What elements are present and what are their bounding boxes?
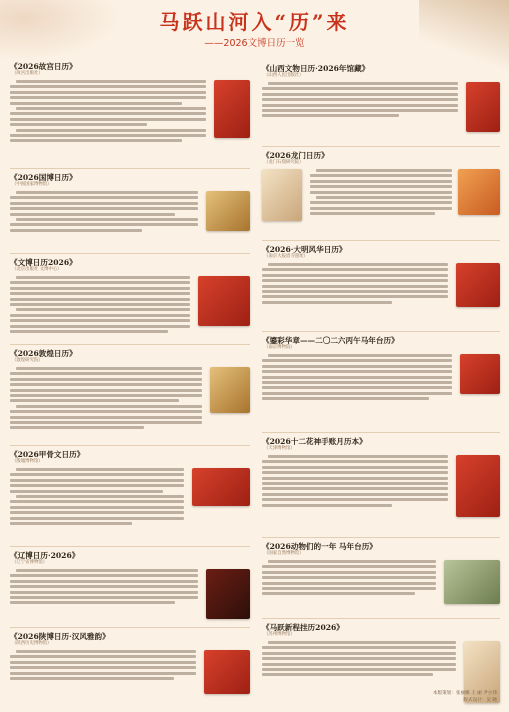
divider: [10, 546, 250, 547]
entry-publisher: （陕西历史博物馆）: [12, 641, 52, 646]
entry-wenbo: [10, 258, 250, 335]
entry-daming: [262, 245, 500, 307]
divider: [262, 432, 500, 433]
entry-body-text: [262, 641, 456, 703]
page-subtitle: [0, 38, 509, 50]
divider: [10, 627, 250, 628]
entry-publisher: （南京博物院）: [264, 345, 295, 350]
calendar-image: [204, 650, 250, 694]
divider: [262, 146, 500, 147]
calendar-image: [210, 367, 250, 413]
entry-publisher: （南京大报恩寺遗址）: [264, 254, 308, 259]
entry-body-text: [10, 191, 198, 234]
entry-body-text: [310, 169, 452, 221]
entry-body-text: [10, 276, 190, 335]
entry-body-text: [10, 367, 202, 432]
entry-name: 《辽博日历·2026》: [10, 551, 80, 560]
entry-name: 《2026动物们的一年 马年台历》: [262, 542, 377, 551]
calendar-image: [214, 80, 250, 138]
calendar-image: [206, 569, 250, 619]
entry-dunhuang: [10, 349, 250, 432]
entry-name: 《鎏彩华章——二〇二六丙午马年台历》: [262, 336, 399, 345]
entry-name: 《2026十二花神手账月历本》: [262, 437, 367, 446]
entry-name: 《2026·大明风华日历》: [262, 245, 347, 254]
entry-gugong: [10, 62, 250, 145]
credits-design: 版式设计：吴 晓: [463, 698, 497, 703]
calendar-image: [460, 354, 500, 394]
entry-publisher: （国家自然博物馆）: [264, 551, 304, 556]
calendar-image: [198, 276, 250, 326]
entry-body-text: [10, 650, 196, 694]
entry-publisher: （苏州博物馆）: [264, 632, 295, 637]
entry-huashen: [262, 437, 500, 517]
entry-publisher: （故宫出版社）: [12, 71, 43, 76]
entry-publisher: （天津博物馆）: [264, 446, 295, 451]
entry-jiaguwen: [10, 450, 250, 527]
entry-shanbo: [10, 632, 250, 694]
entry-body-text: [262, 82, 458, 132]
entry-name: 《2026陕博日历·汉风雅韵》: [10, 632, 110, 641]
entry-name: 《2026国博日历》: [10, 173, 77, 182]
calendar-image: [456, 263, 500, 307]
entry-publisher: （敦煌研究院）: [12, 358, 43, 363]
entry-publisher: （山西人民出版社）: [264, 73, 304, 78]
entry-body-text: [262, 455, 448, 517]
divider: [262, 618, 500, 619]
calendar-image: [262, 169, 302, 221]
credits: [433, 690, 497, 704]
header: [0, 10, 509, 50]
entry-body-text: [262, 263, 448, 307]
entry-publisher: （北京出版社 文博中心）: [12, 267, 62, 272]
divider: [262, 537, 500, 538]
calendar-image: [458, 169, 500, 215]
entry-body-text: [262, 560, 436, 604]
entry-name: 《山西文物日历·2026年馆藏》: [262, 64, 370, 73]
entry-name: 《2026敦煌日历》: [10, 349, 77, 358]
entry-name: 《2026龙门日历》: [262, 151, 329, 160]
entry-liaobo: [10, 551, 250, 619]
entry-name: 《2026甲骨文日历》: [10, 450, 85, 459]
divider: [10, 253, 250, 254]
entry-body-text: [10, 569, 198, 619]
entry-longmen: [262, 151, 500, 221]
divider: [262, 240, 500, 241]
entry-body-text: [10, 80, 206, 145]
subtitle-text: ——2026文博日历一览: [204, 38, 305, 49]
entry-body-text: [262, 354, 452, 403]
entry-guobo: [10, 173, 250, 234]
entry-publisher: （龙门石窟研究院）: [264, 160, 304, 165]
entry-publisher: （殷墟博物馆）: [12, 459, 43, 464]
entry-body-text: [10, 468, 184, 527]
entry-name: 《2026故宫日历》: [10, 62, 77, 71]
divider: [10, 344, 250, 345]
entry-liucai: [262, 336, 500, 403]
entry-publisher: （辽宁省博物馆）: [12, 560, 48, 565]
entry-name: 《马跃新程挂历2026》: [262, 623, 344, 632]
page-title: 马跃山河入“历”来: [159, 10, 350, 34]
entry-name: 《文博日历2026》: [10, 258, 77, 267]
entry-publisher: （中国国家博物馆）: [12, 182, 52, 187]
calendar-image: [466, 82, 500, 132]
entry-dongwu: [262, 542, 500, 604]
divider: [10, 445, 250, 446]
divider: [262, 331, 500, 332]
divider: [10, 168, 250, 169]
calendar-image: [192, 468, 250, 506]
entry-shanxi: [262, 64, 500, 132]
calendar-image: [456, 455, 500, 517]
calendar-image: [206, 191, 250, 231]
calendar-image: [444, 560, 500, 604]
credits-editors: 本版策划：张丽娜 王 丽 尹小伟: [432, 691, 497, 696]
